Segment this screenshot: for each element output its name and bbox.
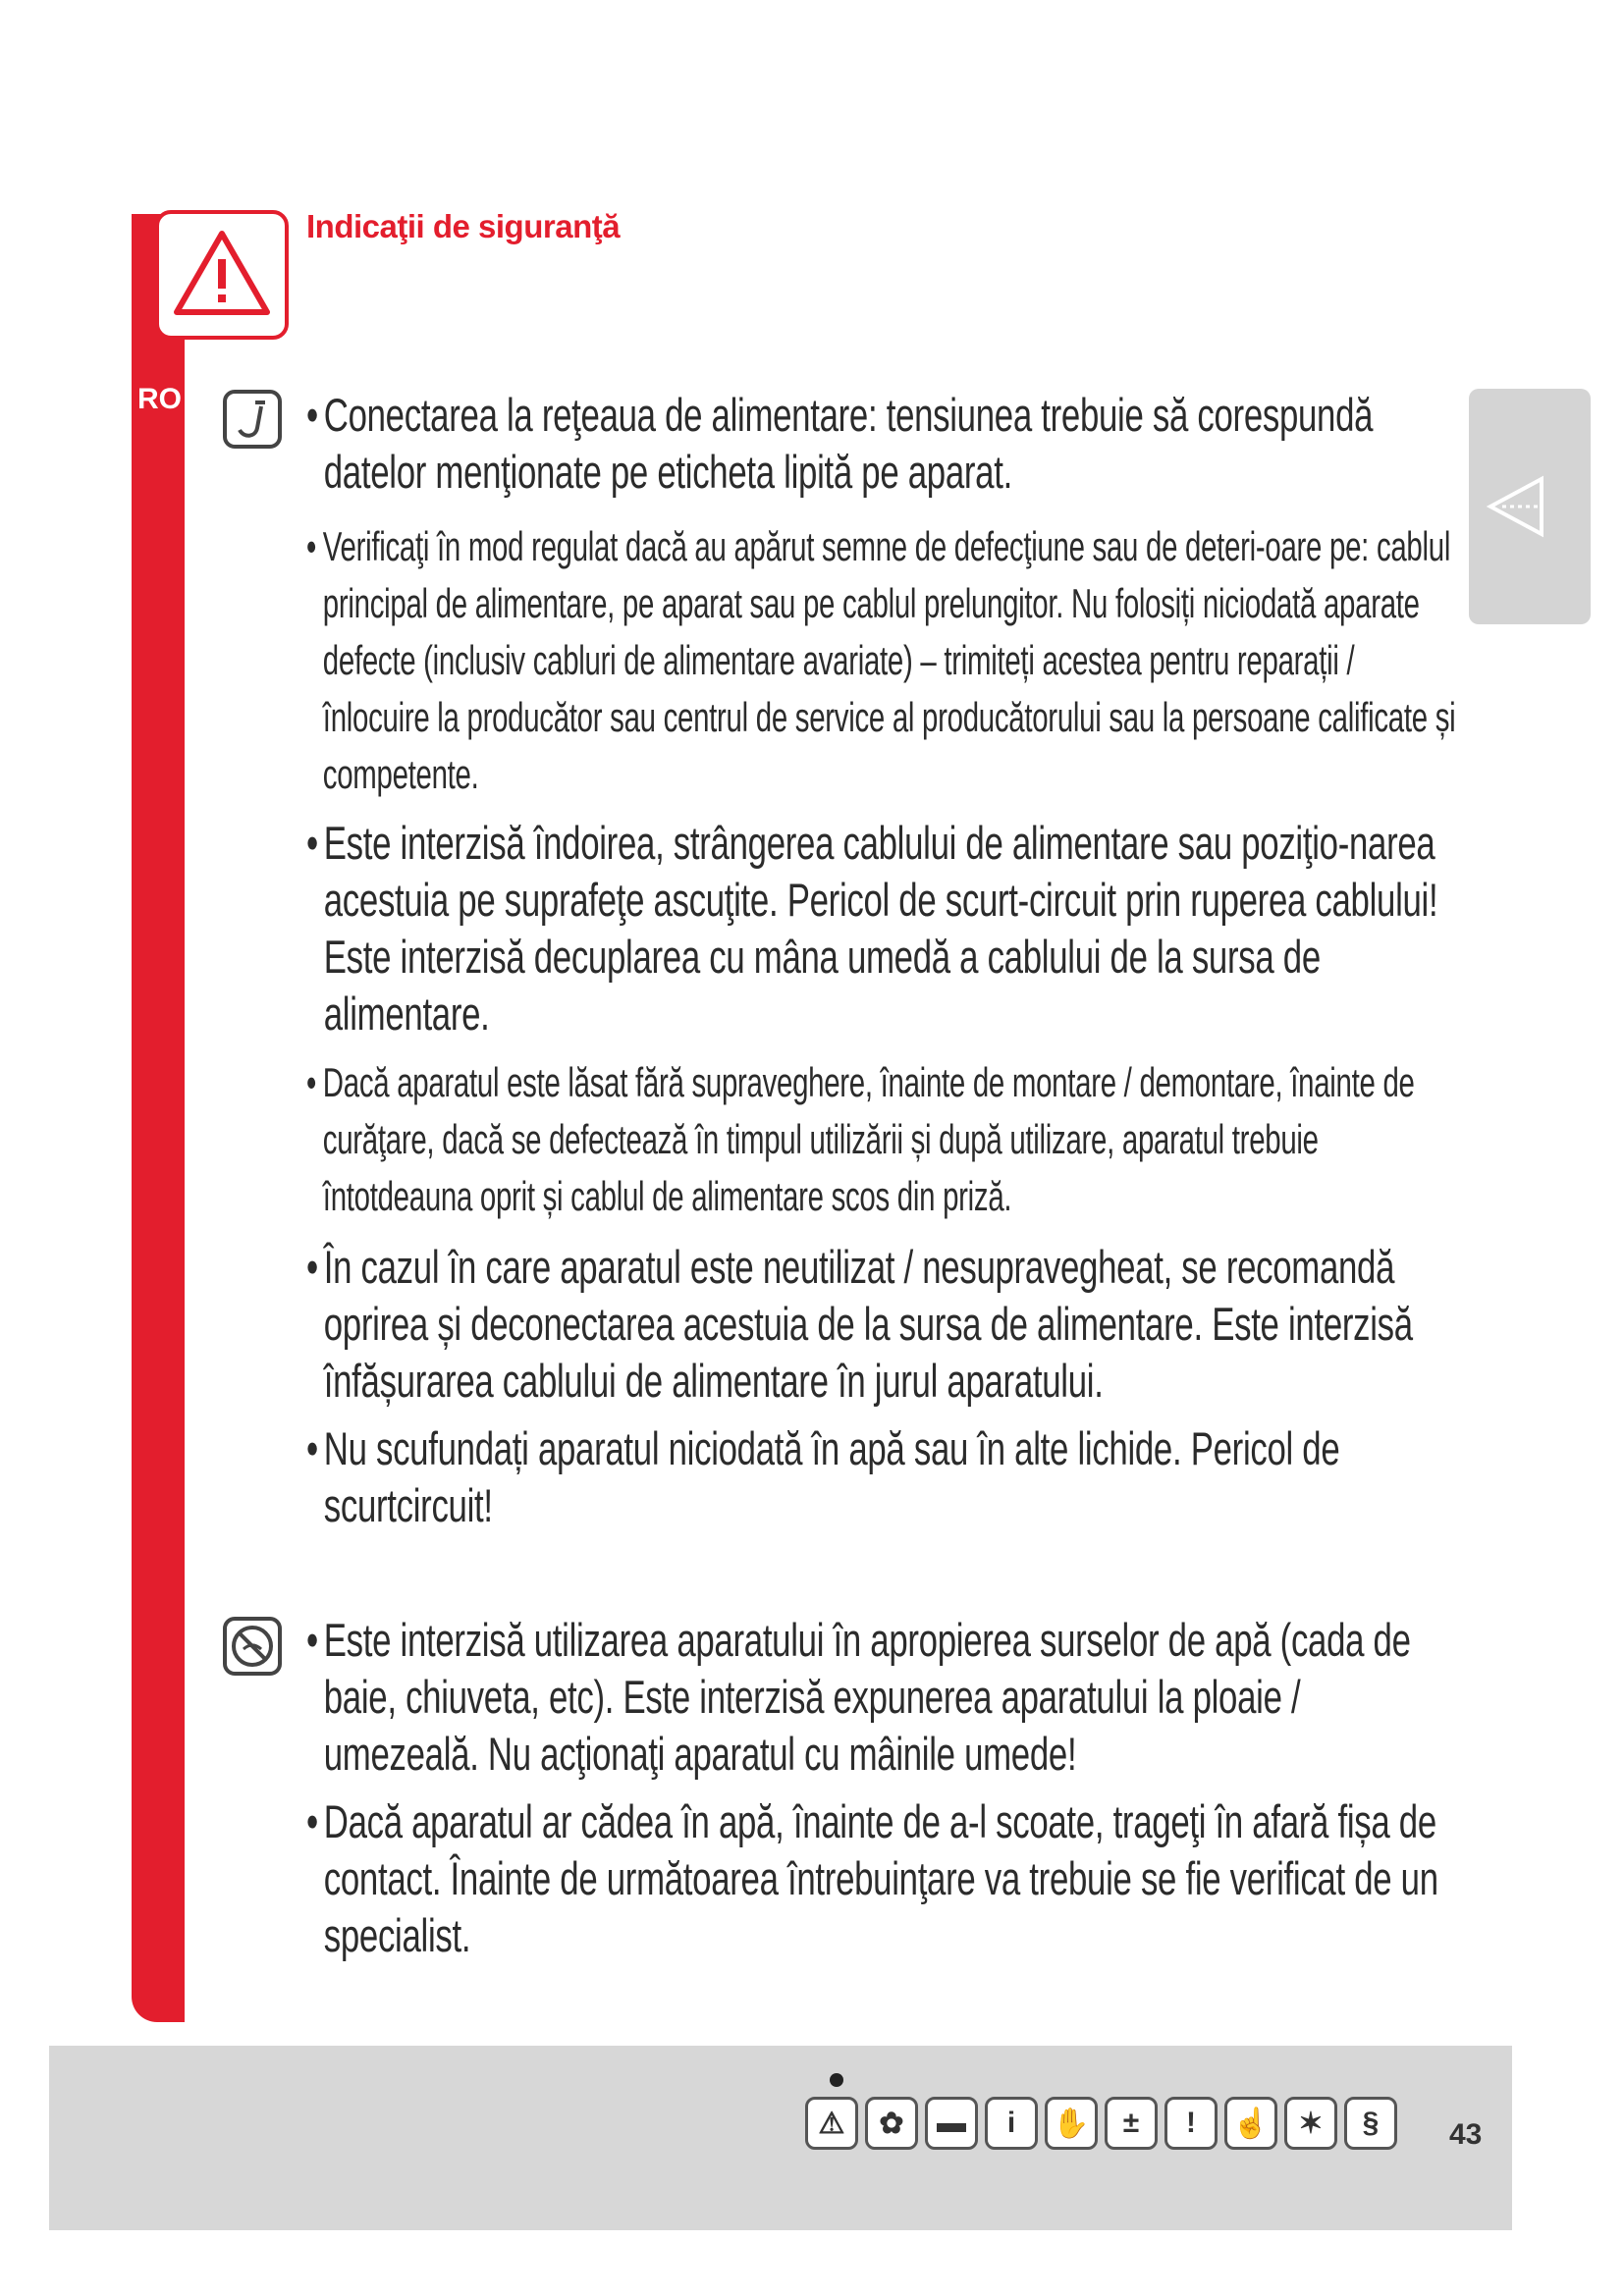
- side-red-bar: [132, 214, 185, 2022]
- ruler-icon[interactable]: ▬: [925, 2097, 978, 2150]
- list-item: • Conectarea la reţeaua de alimentare: tensiunea trebuie să corespundă datelor menţionate pe eticheta lipită pe aparat.: [306, 389, 1374, 498]
- list-item: • Dacă aparatul este lăsat fără supraveghere, înainte de montare / demontare, înainte de curăţare, dacă se defectează în timpul utilizării și după utilizare, aparatul trebuie întotdeauna oprit și cablul de alimentare scos din priză.: [306, 1059, 1415, 1219]
- exclamation-icon[interactable]: !: [1164, 2097, 1218, 2150]
- safety-list-electrical-cont3: [306, 1054, 1441, 1236]
- footer-icon-nav: [805, 2097, 1397, 2150]
- back-triangle-icon: [1483, 475, 1577, 538]
- paragraph-icon[interactable]: §: [1344, 2097, 1397, 2150]
- list-item: • Nu scufundați aparatul niciodată în apă sau în alte lichide. Pericol de scurtcircuit!: [306, 1422, 1340, 1531]
- fan-icon[interactable]: ✿: [865, 2097, 918, 2150]
- page-number: 43: [1449, 2118, 1483, 2151]
- safety-list-electrical: [306, 387, 1441, 511]
- sparkle-icon[interactable]: ✶: [1284, 2097, 1337, 2150]
- finger-icon[interactable]: ☝: [1224, 2097, 1277, 2150]
- language-label: RO: [137, 383, 182, 415]
- list-item: • Dacă aparatul ar cădea în apă, înainte de a-l scoate, trageţi în afară fișa de contact. Înainte de următoarea întrebuinţare va trebuie se fie verificat de un specialist.: [306, 1795, 1438, 1961]
- list-item: • Verificaţi în mod regulat dacă au apărut semne de defecţiune sau de deteri-oare pe: cablul principal de alimentare, pe aparat sau pe cablul prelungitor. Nu folosiți niciodată aparate defecte (inclusiv cabluri de alimentare avariate) – trimiteți acestea pentru reparații / înlocuire la producător sau centrul de service al producătorului sau la persoane calificate și competente.: [306, 523, 1456, 797]
- safety-list-electrical-cont2: [306, 815, 1441, 1053]
- list-item: • În cazul în care aparatul este neutilizat / nesupravegheat, se recomandă oprirea și deconectarea acestuia de la sursa de alimentare. Este interzisă înfășurarea cablului de alimentare în jurul aparatului.: [306, 1241, 1413, 1407]
- section-title: Indicaţii de siguranţă: [306, 208, 621, 244]
- safety-list-water: [306, 1612, 1441, 1975]
- safety-list-electrical-cont: [306, 518, 1456, 814]
- safety-list-electrical-cont4: [306, 1239, 1441, 1545]
- safety-warning-box: [155, 210, 289, 340]
- plus-minus-icon[interactable]: ±: [1105, 2097, 1158, 2150]
- footer-bar: [49, 2046, 1512, 2230]
- power-cord-icon: [222, 389, 283, 450]
- list-item: • Este interzisă îndoirea, strângerea cablului de alimentare sau poziţio-narea acestuia pe suprafeţe ascuţite. Pericol de scurt-circuit prin ruperea cablului! Este interzisă decuplarea cu mâna umedă a cablului de la sursa de alimentare.: [306, 817, 1438, 1040]
- current-section-dot: [830, 2073, 843, 2087]
- side-tab[interactable]: [1469, 389, 1591, 624]
- hand-icon[interactable]: ✋: [1045, 2097, 1098, 2150]
- no-water-icon: [222, 1616, 283, 1677]
- warning-triangle-icon: [171, 226, 273, 324]
- list-item: • Este interzisă utilizarea aparatului în apropierea surselor de apă (cada de baie, chiuveta, etc). Este interzisă expunerea aparatului la ploaie / umezeală. Nu acţionaţi aparatul cu mâinile umede!: [306, 1614, 1411, 1780]
- warning-icon[interactable]: ⚠: [805, 2097, 858, 2150]
- info-icon[interactable]: i: [985, 2097, 1038, 2150]
